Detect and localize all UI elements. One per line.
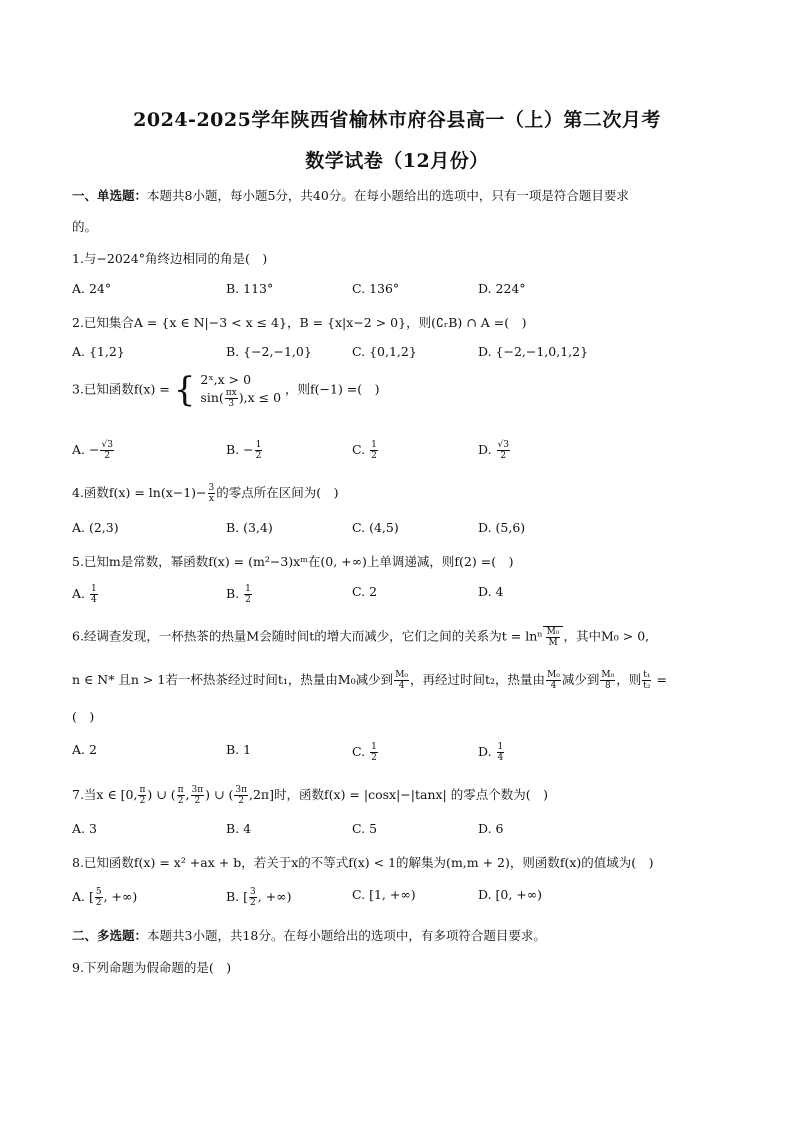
q6-line1: 6.经调查发现，一杯热茶的热量M会随时间t的增大而减少，它们之间的关系为t = lnⁿ $\frac{\text{M₀}}{M}$ ，其中M₀ > 0,	[72, 627, 650, 648]
q9-stem: 9.下列命题为假命题的是( )	[72, 960, 232, 975]
q3-option-b[interactable]: B. − $\frac{1}{2}$	[226, 440, 262, 461]
q7-option-b[interactable]: B. 4	[226, 821, 252, 836]
q7-option-c[interactable]: C. 5	[352, 821, 378, 836]
section1-lead: 一、单选题：	[72, 188, 148, 203]
q3-cases	[200, 371, 281, 409]
q3-brace: {	[173, 370, 196, 410]
q7-option-a[interactable]: A. 3	[72, 821, 97, 836]
q1-option-c[interactable]: C. 136°	[352, 281, 400, 296]
section2-header	[72, 926, 546, 944]
q8-stem: 8.已知函数f(x) = x² +ax + b，若关于x的不等式f(x) < 1的解集为(m,m + 2)，则函数f(x)的值域为( )	[72, 855, 654, 870]
q6-option-b[interactable]: B. 1	[226, 742, 252, 757]
q2-option-d[interactable]: D. {−2,−1,0,1,2}	[478, 344, 589, 359]
q3-option-a[interactable]: A. − $\frac{√3}{2}$	[72, 440, 113, 461]
q3-option-d[interactable]: D. $\frac{√3}{2}$	[478, 440, 509, 461]
q4-options	[72, 520, 732, 538]
q2-option-b[interactable]: B. {−2,−1,0}	[226, 344, 312, 359]
q1-option-d[interactable]: D. 224°	[478, 281, 526, 296]
q5-stem: 5.已知m是常数，幂函数f(x) = (m²−3)xᵐ在(0, +∞)上单调递减，则f(2) =( )	[72, 554, 514, 569]
section1-header	[72, 186, 629, 204]
page-subtitle: 数学试卷（12月份）	[305, 150, 489, 172]
q6-root: $\frac{\text{M₀}}{M}$	[543, 626, 564, 648]
q6-options	[72, 742, 732, 763]
q3-options	[72, 440, 732, 461]
q8-option-a[interactable]: A. [ $\frac{5}{2}$ , +∞)	[72, 887, 138, 908]
q3-option-c[interactable]: C. $\frac{1}{2}$	[352, 440, 377, 461]
q3-case2: sin( $\frac{\pi x}{3}$ ),x ≤ 0	[200, 388, 282, 409]
q8-option-b[interactable]: B. [ $\frac{3}{2}$ , +∞)	[226, 887, 292, 908]
q2-options	[72, 344, 732, 362]
section2-lead: 二、多选题：	[72, 928, 148, 943]
q1-option-b[interactable]: B. 113°	[226, 281, 274, 296]
q2-option-a[interactable]: A. {1,2}	[72, 344, 125, 359]
q4-option-b[interactable]: B. (3,4)	[226, 520, 273, 535]
section2-text: 本题共3小题，共18分。在每小题给出的选项中，有多项符合题目要求。	[147, 928, 546, 943]
section1-text: 本题共8小题，每小题5分，共40分。在每小题给出的选项中，只有一项是符合题目要求	[147, 188, 629, 203]
q8-option-c[interactable]: C. [1, +∞)	[352, 887, 416, 902]
q1-stem: 1.与−2024°角终边相同的角是( )	[72, 251, 268, 266]
q7-option-d[interactable]: D. 6	[478, 821, 504, 836]
q8-option-d[interactable]: D. [0, +∞)	[478, 887, 543, 902]
q6-option-c[interactable]: C. $\frac{1}{2}$	[352, 742, 377, 763]
page-title: 2024-2025学年陕西省榆林市府谷县高一（上）第二次月考	[133, 109, 661, 131]
q6-line3: ( )	[72, 709, 95, 724]
q2-option-c[interactable]: C. {0,1,2}	[352, 344, 417, 359]
q5-options	[72, 584, 732, 605]
q7-stem: 7.当x ∈ [0, $\frac{\pi}{2}$ ) ∪ ( $\frac{\pi}{2}$ , $\frac{3\pi}{2}$ ) ∪ ( $\frac{3\pi}{2}$ ,2π]时，函数f(x) = |cosx|−|tanx| 的零点个数为( )	[72, 785, 548, 806]
q2-stem: 2.已知集合A = {x ∈ N|−3 < x ≤ 4}，B = {x|x−2 > 0}，则(∁ᵣB) ∩ A =( )	[72, 315, 527, 330]
q1-options	[72, 281, 732, 299]
section1-text-cont: 的。	[72, 219, 98, 234]
q4-fraction: $\frac{3}{x}$	[208, 483, 215, 504]
q3-suffix: ，则f(−1) =( )	[285, 381, 380, 397]
q3-prefix: 3.已知函数f(x) =	[72, 381, 170, 397]
q5-option-c[interactable]: C. 2	[352, 584, 378, 599]
q8-options	[72, 887, 732, 908]
q5-option-b[interactable]: B. $\frac{1}{2}$	[226, 584, 251, 605]
q3-case1: 2ˣ,x > 0	[200, 372, 252, 387]
q5-option-a[interactable]: A. $\frac{1}{4}$	[72, 584, 97, 605]
q4-option-d[interactable]: D. (5,6)	[478, 520, 526, 535]
q4-stem: 4.函数f(x) = ln(x−1)− $\frac{3}{x}$ 的零点所在区间为( )	[72, 483, 339, 504]
q6-line2: n ∈ N* 且n > 1若一杯热茶经过时间t₁，热量由M₀减少到 $\frac{\text{M₀}}{4}$ ，再经过时间t₂，热量由 $\frac{\text{M₀}}{4}$ 减少到 $\frac{\text{M₀}}{8}$ ，则 $\frac{\text{t₁}}{\text{t₂}}$ =	[72, 670, 667, 691]
q5-option-d[interactable]: D. 4	[478, 584, 504, 599]
q4-option-c[interactable]: C. (4,5)	[352, 520, 399, 535]
q7-options	[72, 821, 732, 839]
q4-option-a[interactable]: A. (2,3)	[72, 520, 119, 535]
q6-option-a[interactable]: A. 2	[72, 742, 97, 757]
q3-stem	[72, 371, 380, 409]
q6-option-d[interactable]: D. $\frac{1}{4}$	[478, 742, 504, 763]
q1-option-a[interactable]: A. 24°	[72, 281, 112, 296]
